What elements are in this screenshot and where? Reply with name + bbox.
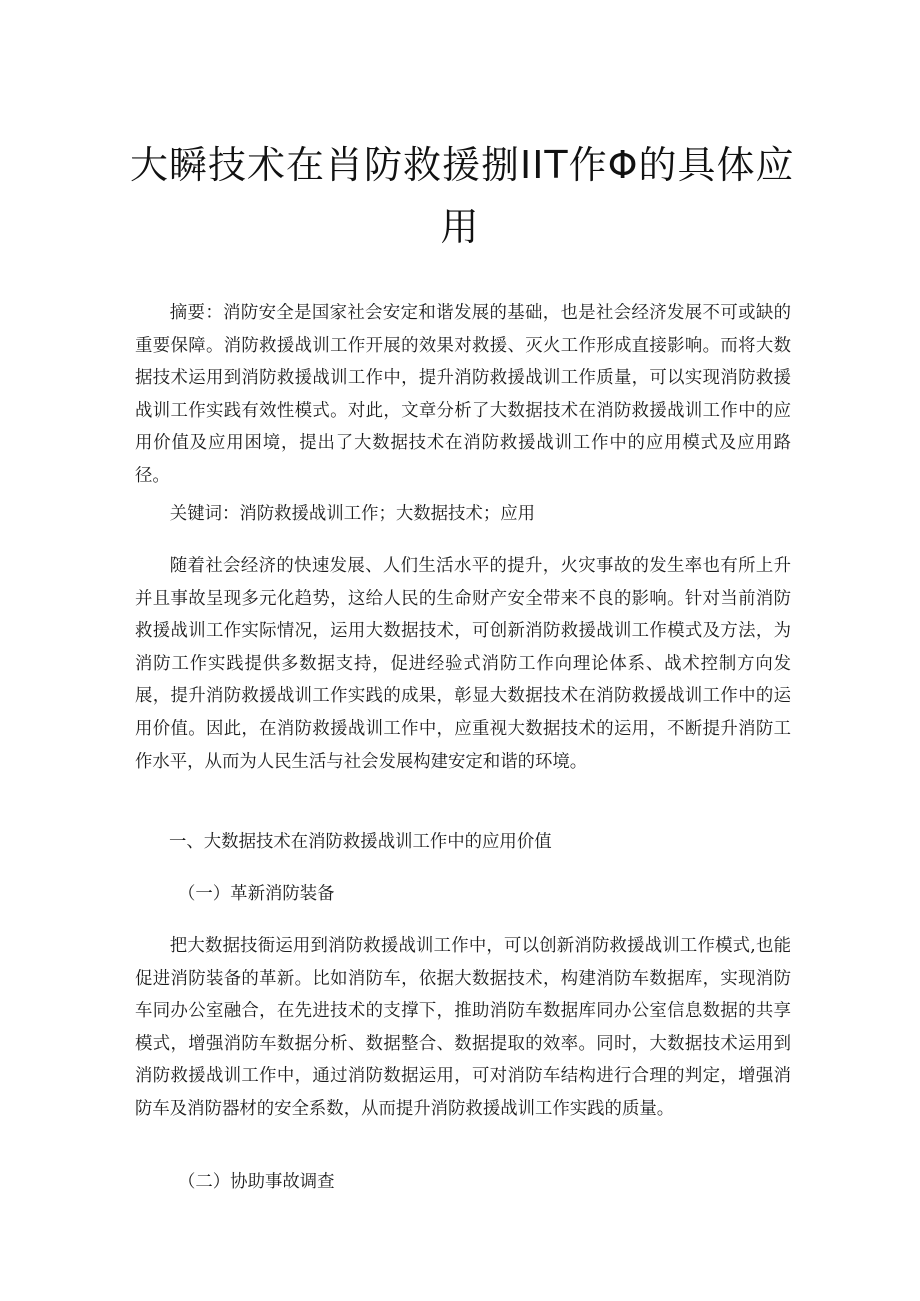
subsection-1-paragraph: 把大数据技衙运用到消防救援战训工作中，可以创新消防救援战训工作模式,也能促进消防装备的革新。比如消防车，依据大数据技术，构建消防车数据库，实现消防车同办公室融合，在先进技术的支撑下，推助消防车数据库同办公室信息数据的共享模式，增强消防车数据分析、数据整合、数据提取的效率。同时，大数据技术运用到消防救援战训工作中，通过消防数据运用，可对消防车结构进行合理的判定，增强消防车及消防器材的安全系数，从而提升消防救援战训工作实践的质量。 [135, 936, 791, 1119]
subsection-2-heading: （二）协助事故调查 [178, 1172, 335, 1192]
section-1-heading: 一、大数据技术在消防救援战训工作中的应用价值 [169, 832, 552, 852]
subsection-1-heading: （一）革新消防装备 [178, 884, 335, 904]
abstract-paragraph: 摘要：消防安全是国家社会安定和谐发展的基础，也是社会经济发展不可或缺的重要保障。消防救援战训工作开展的效果对救援、灭火工作形成直接影响。而将大数据技术运用到消防救援战训工作中，提升消防救援战训工作质量，可以实现消防救援战训工作实践有效性模式。对此，文章分析了大数据技术在消防救援战训工作中的应用价值及应用困境，提出了大数据技术在消防救援战训工作中的应用模式及应用路径。 [135, 303, 791, 486]
keywords-line: 关键词：消防救援战训工作；大数据技术；应用 [169, 504, 536, 524]
document-title-line-2: 用 [440, 205, 480, 249]
introduction-paragraph: 随着社会经济的快速发展、人们生活水平的提升，火灾事故的发生率也有所上升并且事故呈现多元化趋势，这给人民的生命财产安全带来不良的影响。针对当前消防救援战训工作实际情况，运用大数据技术，可创新消防救援战训工作模式及方法，为消防工作实践提供多数据支持，促进经验式消防工作向理论体系、战术控制方向发展，提升消防救援战训工作实践的成果，彰显大数据技术在消防救援战训工作中的运用价值。因此，在消防救援战训工作中，应重视大数据技术的运用，不断提升消防工作水平，从而为人民生活与社会发展构建安定和谐的环境。 [135, 556, 791, 772]
document-title-line-1: 大瞬技术在肖防救援捌IIT作Φ的具体应 [130, 143, 795, 187]
